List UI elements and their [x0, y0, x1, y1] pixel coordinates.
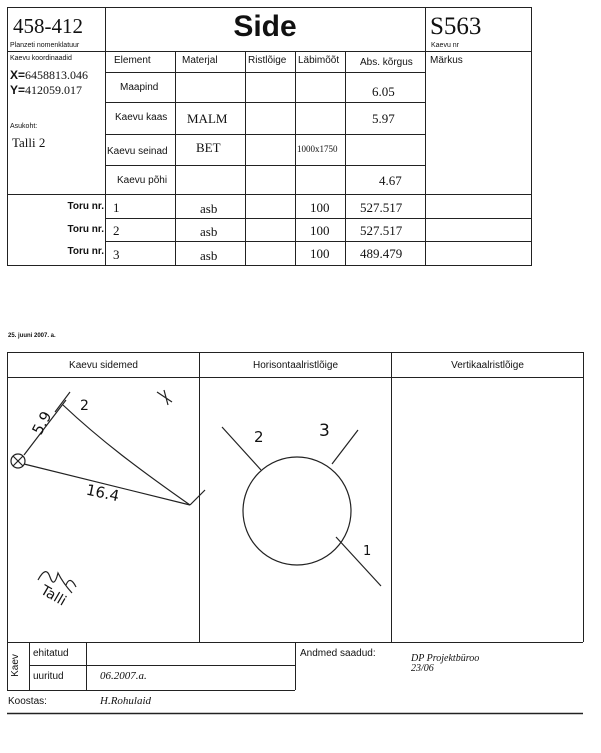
pipe-label: Toru nr. — [67, 246, 104, 257]
row-element: Kaevu põhi — [117, 175, 168, 186]
pipe-labimoot: 100 — [310, 246, 330, 261]
pipe-nr: 2 — [113, 223, 120, 238]
col-ristloige: Ristlõige — [248, 55, 287, 66]
section-middle-title: Horisontaalristlõige — [252, 360, 339, 371]
cross-pipe-label: 2 — [254, 428, 264, 446]
cross-pipe-label: 1 — [363, 544, 372, 559]
coord-y-value: 412059.017 — [25, 83, 83, 97]
pipe-labimoot: 100 — [310, 223, 330, 238]
coord-x-prefix: X= — [10, 68, 26, 82]
sketch-dist-a: 5.9 — [28, 408, 56, 438]
row-labimoot: 1000x1750 — [297, 144, 338, 154]
location-label: Asukoht: — [10, 123, 38, 130]
row-materjal: MALM — [187, 111, 228, 126]
well-number: S563 — [430, 13, 482, 40]
col-korgus: Abs. kõrgus — [360, 57, 413, 68]
sketch-dist-b: 16.4 — [84, 480, 121, 506]
coords-label: Kaevu koordinaadid — [10, 55, 72, 62]
cross-section-sketch — [222, 427, 381, 586]
coord-x — [10, 68, 88, 83]
sketch-pipe-a: 2 — [80, 398, 89, 414]
col-materjal: Materjal — [182, 55, 218, 66]
footer-author-label: Koostas: — [8, 696, 47, 707]
pipe-nr: 3 — [113, 247, 120, 262]
pipe-korgus: 527.517 — [360, 223, 403, 238]
page-title: Side — [233, 10, 297, 43]
location-value: Talli 2 — [12, 135, 46, 150]
pipe-korgus: 489.479 — [360, 246, 403, 261]
footer-side-label: Kaev — [9, 654, 21, 677]
footer-built-label: ehitatud — [33, 648, 69, 659]
nomenclature-label: Planzeti nomenklatuur — [10, 42, 80, 49]
well-number-label: Kaevu nr — [431, 42, 460, 49]
row-korgus: 4.67 — [379, 173, 402, 188]
row-korgus: 5.97 — [372, 111, 395, 126]
pipe-nr: 1 — [113, 200, 120, 215]
nomenclature-value: 458-412 — [13, 14, 83, 38]
pipe-label: Toru nr. — [67, 201, 104, 212]
footer-data-label: Andmed saadud: — [300, 648, 376, 659]
row-element: Kaevu seinad — [107, 146, 168, 157]
sketch-street: Talli — [37, 582, 69, 610]
footer-checked-value: 06.2007.a. — [100, 670, 147, 682]
row-materjal: BET — [196, 140, 221, 155]
cross-pipe-label: 3 — [319, 421, 330, 441]
section-right-title: Vertikaalristlõige — [451, 360, 524, 371]
section-left-title: Kaevu sidemed — [69, 360, 138, 371]
row-element: Kaevu kaas — [115, 112, 168, 123]
coord-x-value: 6458813.046 — [25, 68, 89, 82]
footer-author-value: H.Rohulaid — [100, 695, 152, 707]
footer-data-date: 23/06 — [411, 663, 434, 674]
col-labimoot: Läbimõõt — [298, 55, 340, 66]
footer-checked-label: uuritud — [33, 671, 64, 682]
pipe-materjal: asb — [200, 224, 218, 239]
coord-y-prefix: Y= — [10, 83, 26, 97]
row-element: Maapind — [120, 82, 159, 93]
col-markus: Märkus — [430, 55, 463, 66]
col-element: Element — [114, 55, 151, 66]
pipe-labimoot: 100 — [310, 200, 330, 215]
coord-y — [10, 83, 82, 98]
date-stamp: 25. juuni 2007. a. — [8, 333, 56, 339]
pipe-korgus: 527.517 — [360, 200, 403, 215]
pipe-materjal: asb — [200, 201, 218, 216]
footer-data-source: DP Projektbüroo — [411, 653, 480, 664]
pipe-materjal: asb — [200, 248, 218, 263]
row-korgus: 6.05 — [372, 84, 395, 99]
pipe-label: Toru nr. — [67, 224, 104, 235]
